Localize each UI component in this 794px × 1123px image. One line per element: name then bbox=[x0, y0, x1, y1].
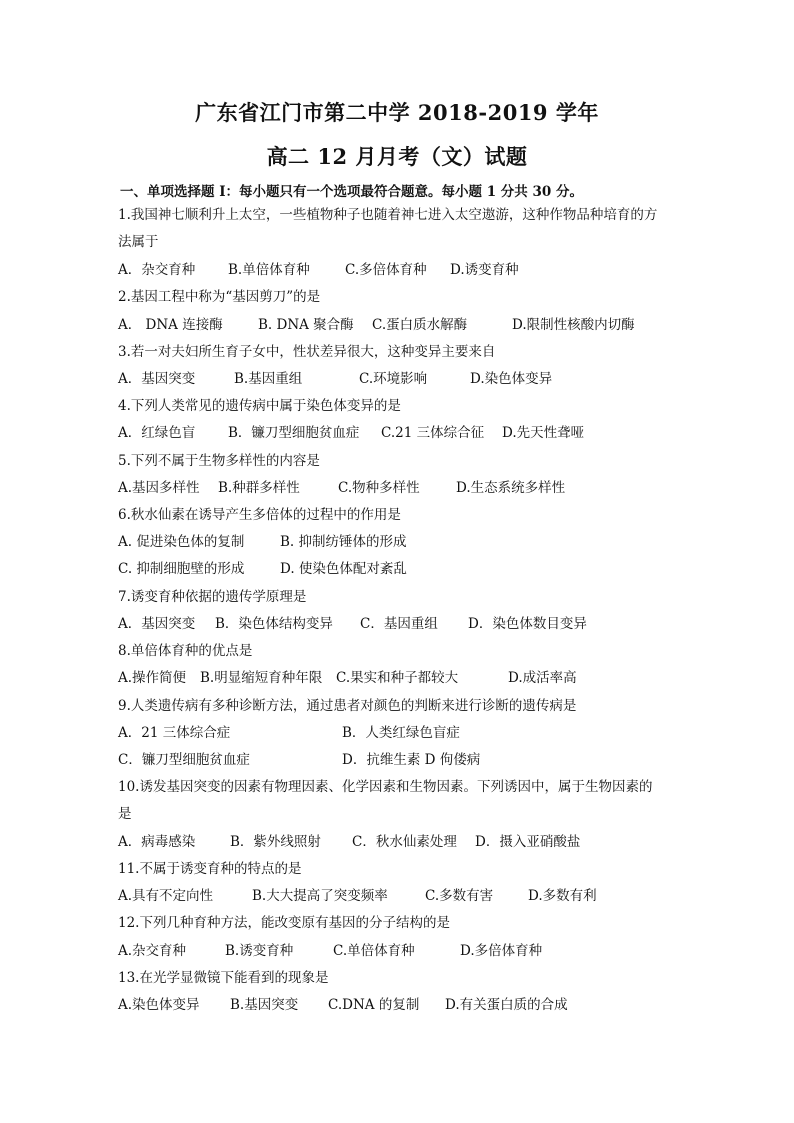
question-2-option-c: C.蛋白质水解酶 bbox=[372, 317, 468, 333]
question-10-option-b: B．紫外线照射 bbox=[230, 834, 321, 850]
question-9-option-c: C．镰刀型细胞贫血症 bbox=[118, 752, 250, 768]
question-1-stem: 1.我国神七顺利升上太空，一些植物种子也随着神七进入太空遨游，这种作物品种培育的方 bbox=[118, 207, 658, 223]
question-8-option-c: C.果实和种子都较大 bbox=[336, 670, 459, 686]
question-3-option-c: C.环境影响 bbox=[359, 371, 428, 387]
question-4-option-b: B．镰刀型细胞贫血症 bbox=[228, 425, 360, 441]
question-6-option-c: C. 抑制细胞壁的形成 bbox=[118, 561, 245, 577]
question-3-option-d: D.染色体变异 bbox=[470, 371, 553, 387]
question-8-option-a: A.操作简便 bbox=[118, 670, 187, 686]
question-9-option-b: B．人类红绿色盲症 bbox=[342, 725, 460, 741]
question-12-stem: 12.下列几种育种方法，能改变原有基因的分子结构的是 bbox=[118, 915, 450, 931]
question-9-option-d: D．抗维生素 D 佝偻病 bbox=[342, 752, 481, 768]
question-10-stem-cont: 是 bbox=[118, 806, 132, 822]
question-5-stem: 5.下列不属于生物多样性的内容是 bbox=[118, 453, 320, 469]
question-12-option-c: C.单倍体育种 bbox=[333, 943, 415, 959]
question-2-option-a: A． DNA 连接酶 bbox=[118, 317, 223, 333]
question-8-option-d: D.成活率高 bbox=[508, 670, 577, 686]
question-10-option-a: A．病毒感染 bbox=[118, 834, 196, 850]
question-11-option-c: C.多数有害 bbox=[425, 888, 494, 904]
question-1-option-d: D.诱变育种 bbox=[450, 262, 519, 278]
question-13-option-d: D.有关蛋白质的合成 bbox=[445, 997, 568, 1013]
question-11-option-d: D.多数有利 bbox=[528, 888, 597, 904]
question-9-stem: 9.人类遗传病有多种诊断方法，通过患者对颜色的判断来进行诊断的遗传病是 bbox=[118, 698, 577, 714]
question-10-stem: 10.诱发基因突变的因素有物理因素、化学因素和生物因素。下列诱因中，属于生物因素的 bbox=[118, 779, 653, 795]
question-5-option-a: A.基因多样性 bbox=[118, 480, 200, 496]
question-1-option-b: B.单倍体育种 bbox=[228, 262, 310, 278]
question-13-option-c: C.DNA 的复制 bbox=[328, 997, 420, 1013]
exam-title-line-1: 广东省江门市第二中学 2018-2019 学年 bbox=[195, 100, 599, 125]
question-7-option-c: C．基因重组 bbox=[360, 616, 438, 632]
question-12-option-d: D.多倍体育种 bbox=[460, 943, 543, 959]
question-10-option-c: C．秋水仙素处理 bbox=[352, 834, 457, 850]
question-11-stem: 11.不属于诱变育种的特点的是 bbox=[118, 861, 302, 877]
question-5-option-c: C.物种多样性 bbox=[338, 480, 420, 496]
question-7-option-d: D．染色体数目变异 bbox=[468, 616, 587, 632]
question-3-option-a: A．基因突变 bbox=[118, 371, 196, 387]
exam-title-line-2: 高二 12 月月考（文）试题 bbox=[266, 144, 528, 169]
question-11-option-a: A.具有不定向性 bbox=[118, 888, 214, 904]
question-6-option-b: B. 抑制纺锤体的形成 bbox=[280, 534, 407, 550]
question-12-option-b: B.诱变育种 bbox=[225, 943, 294, 959]
question-2-option-b: B. DNA 聚合酶 bbox=[258, 317, 354, 333]
question-4-option-a: A．红绿色盲 bbox=[118, 425, 196, 441]
question-3-stem: 3.若一对夫妇所生育子女中，性状差异很大，这种变异主要来自 bbox=[118, 344, 496, 360]
question-1-option-c: C.多倍体育种 bbox=[345, 262, 427, 278]
question-1-option-a: A．杂交育种 bbox=[118, 262, 196, 278]
question-2-option-d: D.限制性核酸内切酶 bbox=[512, 317, 635, 333]
question-10-option-d: D．摄入亚硝酸盐 bbox=[475, 834, 581, 850]
question-8-stem: 8.单倍体育种的优点是 bbox=[118, 643, 253, 659]
question-7-option-a: A．基因突变 bbox=[118, 616, 196, 632]
question-5-option-d: D.生态系统多样性 bbox=[456, 480, 566, 496]
question-13-option-b: B.基因突变 bbox=[230, 997, 299, 1013]
question-7-option-b: B．染色体结构变异 bbox=[215, 616, 333, 632]
question-6-stem: 6.秋水仙素在诱导产生多倍体的过程中的作用是 bbox=[118, 507, 401, 523]
question-13-option-a: A.染色体变异 bbox=[118, 997, 200, 1013]
question-4-option-d: D.先天性聋哑 bbox=[502, 425, 585, 441]
question-13-stem: 13.在光学显微镜下能看到的现象是 bbox=[118, 970, 329, 986]
question-6-option-d: D. 使染色体配对紊乱 bbox=[280, 561, 407, 577]
question-5-option-b: B.种群多样性 bbox=[218, 480, 300, 496]
question-6-option-a: A. 促进染色体的复制 bbox=[118, 534, 245, 550]
question-12-option-a: A.杂交育种 bbox=[118, 943, 187, 959]
question-8-option-b: B.明显缩短育种年限 bbox=[200, 670, 323, 686]
question-9-option-a: A．21 三体综合症 bbox=[118, 725, 231, 741]
question-7-stem: 7.诱变育种依据的遗传学原理是 bbox=[118, 589, 307, 605]
question-2-stem: 2.基因工程中称为“基因剪刀”的是 bbox=[118, 289, 321, 305]
question-1-stem-cont: 法属于 bbox=[118, 234, 159, 250]
question-11-option-b: B.大大提高了突变频率 bbox=[252, 888, 388, 904]
question-4-stem: 4.下列人类常见的遗传病中属于染色体变异的是 bbox=[118, 398, 401, 414]
section-heading: 一、单项选择题 I：每小题只有一个选项最符合题意。每小题 1 分共 30 分。 bbox=[120, 184, 583, 200]
question-3-option-b: B.基因重组 bbox=[234, 371, 303, 387]
question-4-option-c: C.21 三体综合征 bbox=[381, 425, 485, 441]
